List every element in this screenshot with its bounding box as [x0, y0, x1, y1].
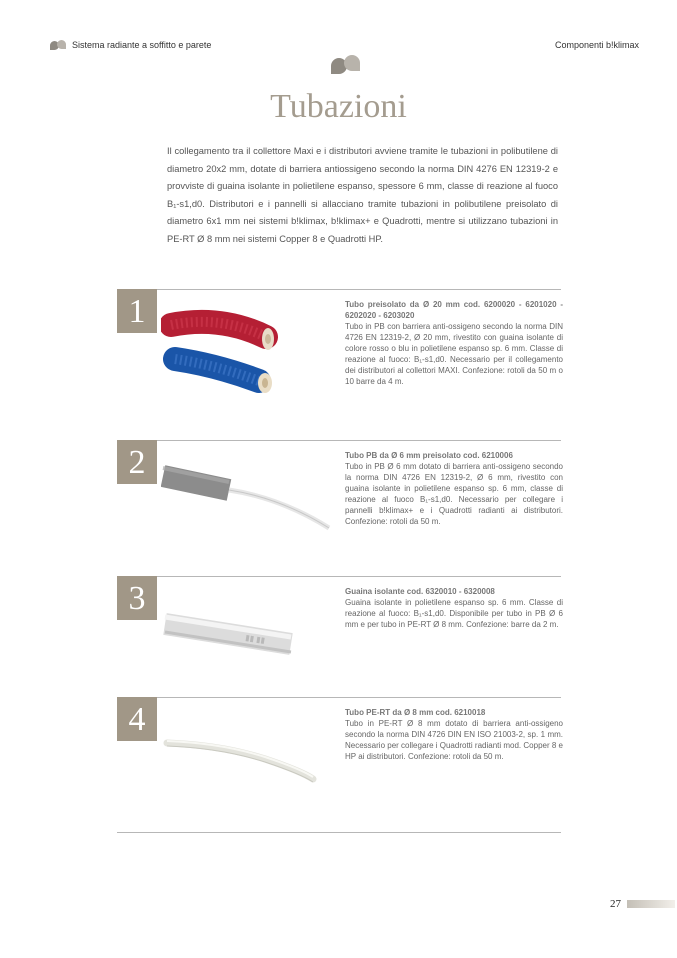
page-footer: [610, 898, 675, 910]
section-label: Sistema radiante a soffitto e parete: [72, 40, 212, 50]
product-item-3: [117, 576, 561, 686]
red-pipe: [171, 322, 274, 350]
item-heading: Tubo preisolato da Ø 20 mm cod. 6200020 - 6201020 - 6202020 - 6203020: [345, 300, 563, 320]
divider: [117, 832, 561, 833]
item-description: [345, 299, 563, 387]
item-heading: Tubo PE-RT da Ø 8 mm cod. 6210018: [345, 708, 486, 717]
item-number: 4: [117, 697, 157, 741]
chapter-label: Componenti b!klimax: [554, 40, 639, 50]
header-left: [50, 40, 211, 50]
product-item-2: [117, 440, 561, 565]
item-description: [345, 707, 563, 762]
svg-text:▮▮ ▮▮: ▮▮ ▮▮: [244, 633, 266, 646]
divider: [117, 289, 561, 290]
page-header: [50, 40, 639, 56]
product-item-4: [117, 697, 561, 827]
item-number: 2: [117, 440, 157, 484]
brand-leaf-icon: [50, 40, 68, 50]
item-number: 3: [117, 576, 157, 620]
item-text: Guaina isolante in polietilene espanso sp. 6 mm. Classe di reazione al fuoco: B₁-s1,d0. Disponibile per tubo in PB Ø 6 mm e per tubo in PE-RT Ø 8 mm. Confezione: barre da 2 m.: [345, 598, 563, 629]
item-text: Tubo in PB Ø 6 mm dotato di barriera anti-ossigeno secondo la norma DIN 4726 EN 12319-2, Ø 6 mm, rivestito con guaina isolante in polietilene espanso sp. 6 mm, classe di reazione al fuoco B₁-s1,d0. Necessario per collegare i pannelli b!klimax+ e i Quadrotti radianti ai distributori. Confezione: rotoli da 50 m.: [345, 462, 563, 526]
insulating-sleeve-image: [161, 584, 331, 694]
intro-paragraph: Il collegamento tra il collettore Maxi e i distributori avviene tramite le tubazioni in polibutilene di diametro 20x2 mm, dotate di barriera antiossigeno secondo la norma DIN 4276 EN 12319-2 e provviste di guaina isolante in polietilene espanso, spessore 6 mm, classe di reazione al fuoco B₁-s1,d0. Distributori e i pannelli si allacciano tramite tubazioni in polibutilene preisolato di diametro 6x1 mm nei sistemi b!klimax, b!klimax+ e Quadrotti, mentre si utilizzano tubazioni in PE-RT Ø 8 mm nei sistemi Copper 8 e Quadrotti HP.: [167, 146, 558, 244]
brand-leaf-icon: [331, 55, 363, 75]
divider: [117, 576, 561, 577]
item-heading: Tubo PB da Ø 6 mm preisolato cod. 6210006: [345, 451, 513, 460]
pb-6mm-pipe-image: [161, 448, 331, 558]
item-description: [345, 450, 563, 527]
page-number: 27: [610, 898, 621, 910]
page-title: Tubazioni: [270, 88, 407, 125]
item-text: Tubo in PB con barriera anti-ossigeno secondo la norma DIN 4726 EN 12319-2, Ø 20 mm, rivestito con guaina isolante di colore rosso o blu in polietilene espanso sp. 6 mm. Classe di reazione al fuoco: B₁-s1,d0. Necessario per il collegamento dei distributori al collettori MAXI. Confezione: rotoli da 50 m o 10 barre da 4 m.: [345, 322, 563, 386]
divider: [117, 697, 561, 698]
item-number: 1: [117, 289, 157, 333]
footer-bar: [627, 900, 675, 908]
item-description: [345, 586, 563, 630]
divider: [117, 440, 561, 441]
item-heading: Guaina isolante cod. 6320010 - 6320008: [345, 587, 495, 596]
blue-pipe: [175, 359, 272, 393]
item-text: Tubo in PE-RT Ø 8 mm dotato di barriera anti-ossigeno secondo la norma DIN 4726 DIN EN ISO 21003-2, sp. 1 mm. Necessario per collegare i Quadrotti radianti mod. Copper 8 e HP ai distributori. Confezione: rotoli da 50 m.: [345, 719, 563, 761]
preinsulated-pipe-image: [161, 297, 331, 407]
pe-rt-8mm-pipe-image: [161, 705, 331, 815]
product-item-1: [117, 289, 561, 429]
